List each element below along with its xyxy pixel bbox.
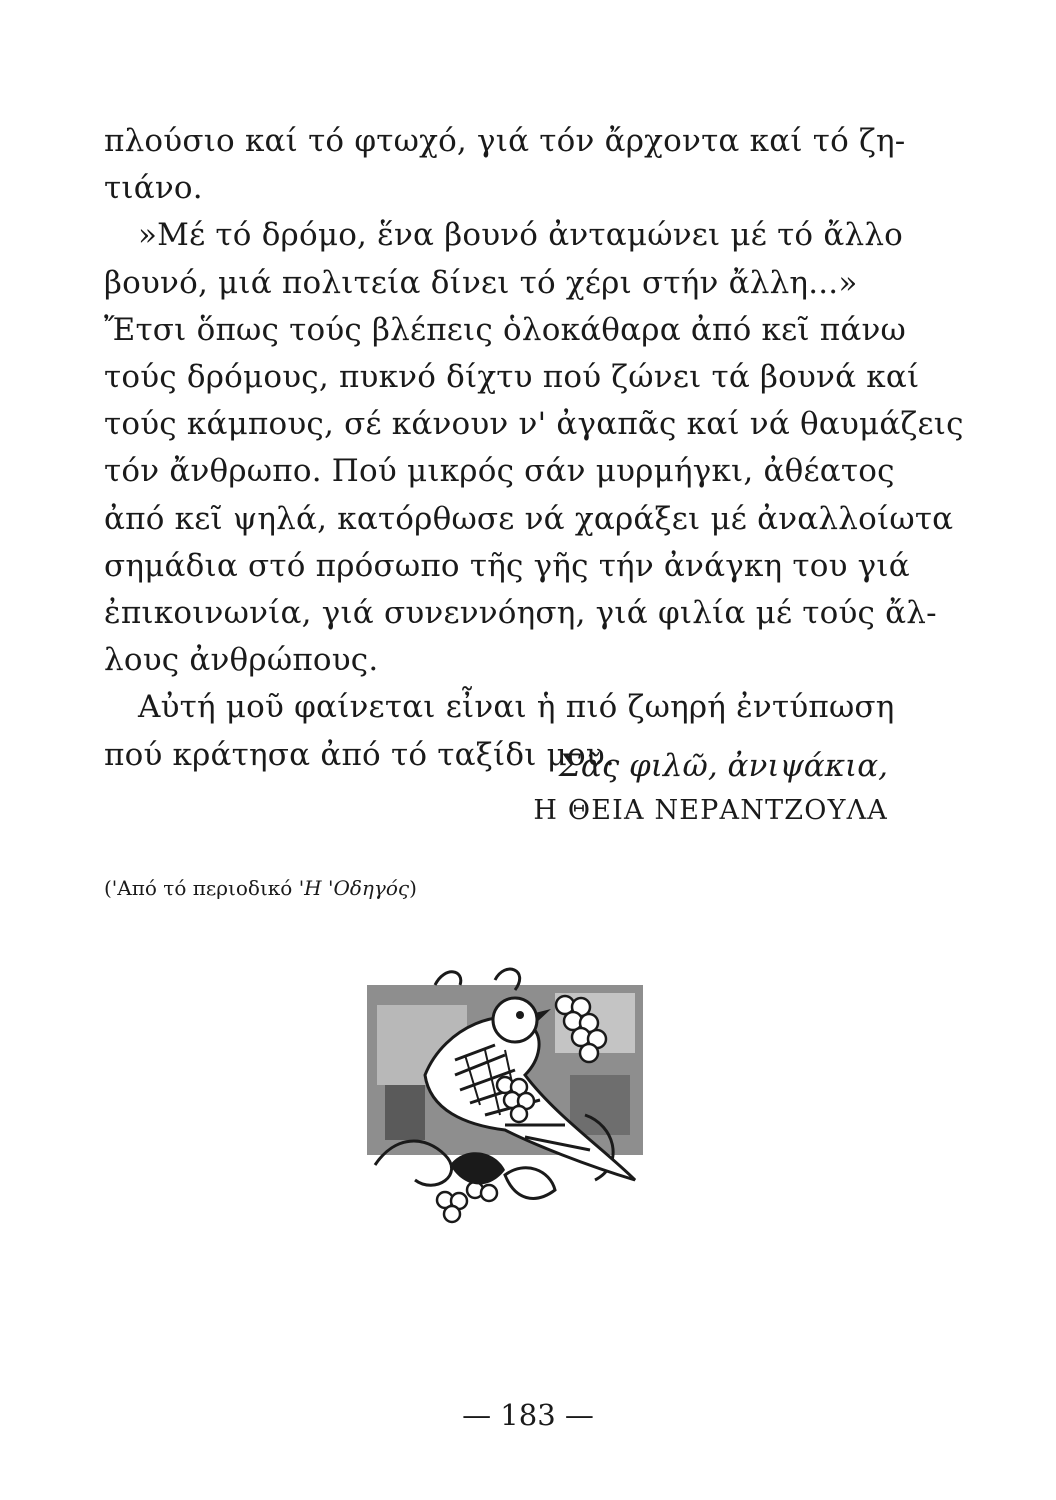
body-line: τούς κάμπους, σέ κάνουν ν' ἀγαπᾶς καί νά θαυμάζεις bbox=[104, 406, 964, 443]
body-line: »Μέ τό δρόμο, ἕνα βουνό ἀνταμώνει μέ τό ἄλλο bbox=[138, 217, 904, 254]
body-line: βουνό, μιά πολιτεία δίνει τό χέρι στήν ἄλλη...» bbox=[104, 264, 858, 301]
body-line: ἐπικοινωνία, γιά συνεννόηση, γιά φιλία μέ τούς ἄλ- bbox=[104, 595, 937, 632]
signature: Η ΘΕΙΑ ΝΕΡΑΝΤΖΟΥΛΑ bbox=[533, 795, 888, 826]
body-line: πού κράτησα ἀπό τό ταξίδι μου. bbox=[104, 736, 615, 773]
body-line: σημάδια στό πρόσωπο τῆς γῆς τήν ἀνάγκη του γιά bbox=[104, 547, 910, 584]
body-line: λους ἀνθρώπους. bbox=[104, 642, 379, 679]
source-prefix: ('Από τό περιοδικό bbox=[104, 876, 299, 900]
body-text bbox=[104, 118, 964, 779]
source-citation bbox=[104, 876, 417, 900]
body-line: ἀπό κεῖ ψηλά, κατόρθωσε νά χαράξει μέ ἀναλλοίωτα bbox=[104, 500, 954, 537]
body-line: Ἔτσι ὅπως τούς βλέπεις ὁλοκάθαρα ἀπό κεῖ πάνω bbox=[104, 311, 907, 348]
body-line: τιάνο. bbox=[104, 170, 203, 207]
source-title: 'Η 'Οδηγός bbox=[298, 876, 410, 900]
closing-salutation: Σᾶς φιλῶ, ἀνιψάκια, bbox=[558, 748, 888, 784]
bird-grapes-vignette-icon bbox=[355, 965, 690, 1230]
body-line: τόν ἄνθρωπο. Πού μικρός σάν μυρμήγκι, ἀθέατος bbox=[104, 453, 895, 490]
source-suffix: ) bbox=[409, 876, 417, 900]
body-line: τούς δρόμους, πυκνό δίχτυ πού ζώνει τά βουνά καί bbox=[104, 359, 920, 396]
body-line: Αὐτή μοῦ φαίνεται εἶναι ἡ πιό ζωηρή ἐντύπωση bbox=[138, 689, 895, 726]
body-line: πλούσιο καί τό φτωχό, γιά τόν ἄρχοντα καί τό ζη- bbox=[104, 123, 906, 159]
page-number: — 183 — bbox=[462, 1398, 594, 1432]
